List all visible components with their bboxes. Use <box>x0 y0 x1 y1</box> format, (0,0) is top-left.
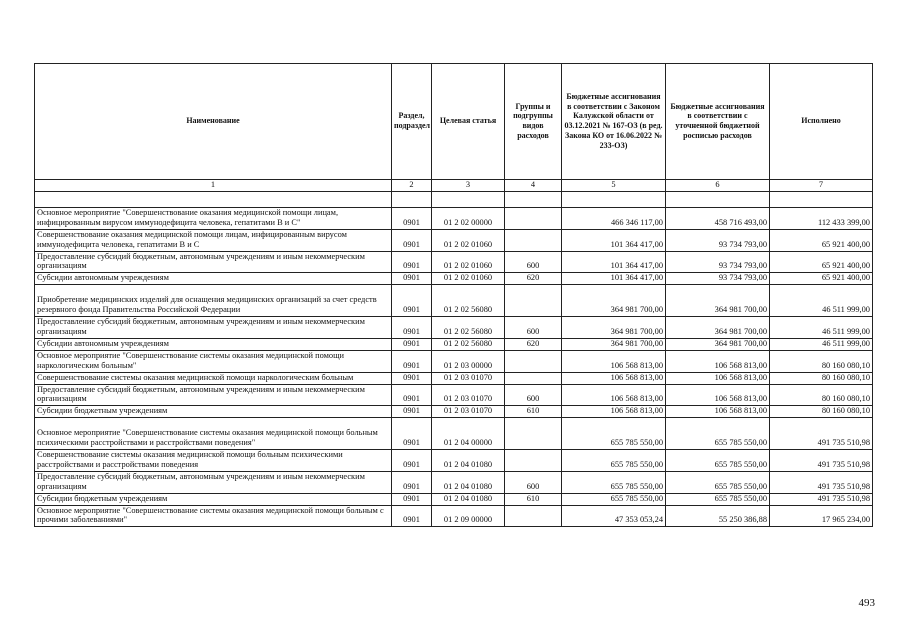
row-group <box>505 450 562 472</box>
row-section: 0901 <box>392 338 432 350</box>
row-section: 0901 <box>392 372 432 384</box>
row-executed: 80 160 080,10 <box>770 406 873 418</box>
row-refined-assignment: 106 568 813,00 <box>666 350 770 372</box>
row-refined-assignment: 106 568 813,00 <box>666 406 770 418</box>
row-group: 620 <box>505 273 562 285</box>
row-law-assignment: 101 364 417,00 <box>562 229 666 251</box>
row-target: 01 2 02 01060 <box>432 273 505 285</box>
row-executed: 46 511 999,00 <box>770 317 873 339</box>
row-name: Основное мероприятие "Совершенствование оказания медицинской помощи лицам, инфицированным вирусом иммунодефицита человека, гепатитами В и С" <box>35 207 392 229</box>
row-law-assignment: 466 346 117,00 <box>562 207 666 229</box>
row-target: 01 2 03 01070 <box>432 372 505 384</box>
row-law-assignment: 106 568 813,00 <box>562 372 666 384</box>
column-number: 4 <box>505 180 562 192</box>
column-number-row <box>35 180 873 192</box>
row-executed: 46 511 999,00 <box>770 338 873 350</box>
column-number: 1 <box>35 180 392 192</box>
row-name: Предоставление субсидий бюджетным, автономным учреждениям и иным некоммерческим организациям <box>35 251 392 273</box>
row-name: Основное мероприятие "Совершенствование системы оказания медицинской помощи больным психическими расстройствами и расстройствами поведения" <box>35 418 392 450</box>
row-section: 0901 <box>392 251 432 273</box>
row-executed: 80 160 080,10 <box>770 372 873 384</box>
row-name: Предоставление субсидий бюджетным, автономным учреждениям и иным некоммерческим организациям <box>35 384 392 406</box>
row-group: 600 <box>505 384 562 406</box>
row-refined-assignment: 655 785 550,00 <box>666 418 770 450</box>
row-name: Совершенствование оказания медицинской помощи лицам, инфицированным вирусом иммунодефицита человека, гепатитами В и С <box>35 229 392 251</box>
header-law-assignments: Бюджетные ассигнования в соответствии с Законом Калужской области от 03.12.2021 № 167-ОЗ (в ред. Закона КО от 16.06.2022 № 233-ОЗ) <box>562 64 666 180</box>
row-target: 01 2 03 01070 <box>432 406 505 418</box>
row-refined-assignment: 55 250 386,88 <box>666 505 770 527</box>
row-target: 01 2 02 56080 <box>432 338 505 350</box>
row-refined-assignment: 655 785 550,00 <box>666 471 770 493</box>
row-executed: 65 921 400,00 <box>770 229 873 251</box>
row-target: 01 2 04 01080 <box>432 493 505 505</box>
row-law-assignment: 655 785 550,00 <box>562 471 666 493</box>
row-refined-assignment: 655 785 550,00 <box>666 450 770 472</box>
row-target: 01 2 04 01080 <box>432 450 505 472</box>
row-refined-assignment: 364 981 700,00 <box>666 285 770 317</box>
table-row <box>35 372 873 384</box>
row-refined-assignment: 458 716 493,00 <box>666 207 770 229</box>
row-section: 0901 <box>392 505 432 527</box>
row-executed: 65 921 400,00 <box>770 251 873 273</box>
row-group <box>505 505 562 527</box>
header-refined-assignments: Бюджетные ассигнования в соответствии с уточненной бюджетной росписью расходов <box>666 64 770 180</box>
column-number: 6 <box>666 180 770 192</box>
table-row <box>35 207 873 229</box>
row-name: Основное мероприятие "Совершенствование системы оказания медицинской помощи больным с прочими заболеваниями" <box>35 505 392 527</box>
column-number: 5 <box>562 180 666 192</box>
header-executed: Исполнено <box>770 64 873 180</box>
row-section: 0901 <box>392 350 432 372</box>
table-row <box>35 406 873 418</box>
row-executed: 491 735 510,98 <box>770 471 873 493</box>
row-name: Предоставление субсидий бюджетным, автономным учреждениям и иным некоммерческим организациям <box>35 471 392 493</box>
row-group <box>505 350 562 372</box>
row-name: Субсидии бюджетным учреждениям <box>35 493 392 505</box>
row-law-assignment: 655 785 550,00 <box>562 450 666 472</box>
spacer-row <box>35 191 873 207</box>
row-name: Совершенствование системы оказания медицинской помощи больным психическими расстройствами и расстройствами поведения <box>35 450 392 472</box>
row-law-assignment: 655 785 550,00 <box>562 418 666 450</box>
row-group: 610 <box>505 406 562 418</box>
row-target: 01 2 03 00000 <box>432 350 505 372</box>
column-number: 3 <box>432 180 505 192</box>
row-target: 01 2 04 01080 <box>432 471 505 493</box>
row-target: 01 2 02 01060 <box>432 251 505 273</box>
row-group: 600 <box>505 471 562 493</box>
table-row <box>35 450 873 472</box>
row-name: Субсидии бюджетным учреждениям <box>35 406 392 418</box>
row-group <box>505 418 562 450</box>
row-name: Совершенствование системы оказания медицинской помощи наркологическим больным <box>35 372 392 384</box>
row-law-assignment: 101 364 417,00 <box>562 273 666 285</box>
row-section: 0901 <box>392 471 432 493</box>
row-refined-assignment: 93 734 793,00 <box>666 229 770 251</box>
row-section: 0901 <box>392 493 432 505</box>
row-group <box>505 207 562 229</box>
row-executed: 491 735 510,98 <box>770 493 873 505</box>
row-name: Субсидии автономным учреждениям <box>35 273 392 285</box>
row-section: 0901 <box>392 285 432 317</box>
row-refined-assignment: 364 981 700,00 <box>666 338 770 350</box>
row-law-assignment: 106 568 813,00 <box>562 406 666 418</box>
row-executed: 65 921 400,00 <box>770 273 873 285</box>
row-group: 620 <box>505 338 562 350</box>
row-target: 01 2 04 00000 <box>432 418 505 450</box>
row-name: Основное мероприятие "Совершенствование системы оказания медицинской помощи наркологическим больным" <box>35 350 392 372</box>
header-name: Наименование <box>35 64 392 180</box>
row-group: 600 <box>505 317 562 339</box>
row-target: 01 2 02 56080 <box>432 285 505 317</box>
row-refined-assignment: 93 734 793,00 <box>666 251 770 273</box>
header-row <box>35 64 873 180</box>
row-group <box>505 229 562 251</box>
header-section: Раздел, подраздел <box>392 64 432 180</box>
table-row <box>35 505 873 527</box>
row-executed: 491 735 510,98 <box>770 450 873 472</box>
row-name: Предоставление субсидий бюджетным, автономным учреждениям и иным некоммерческим организациям <box>35 317 392 339</box>
row-refined-assignment: 655 785 550,00 <box>666 493 770 505</box>
row-target: 01 2 02 56080 <box>432 317 505 339</box>
row-law-assignment: 47 353 053,24 <box>562 505 666 527</box>
header-target: Целевая статья <box>432 64 505 180</box>
row-executed: 46 511 999,00 <box>770 285 873 317</box>
row-law-assignment: 364 981 700,00 <box>562 338 666 350</box>
row-target: 01 2 02 01060 <box>432 229 505 251</box>
row-name: Приобретение медицинских изделий для оснащения медицинских организаций за счет средств резервного фонда Правительства Российской Федерации <box>35 285 392 317</box>
column-number: 2 <box>392 180 432 192</box>
row-section: 0901 <box>392 406 432 418</box>
column-number: 7 <box>770 180 873 192</box>
row-refined-assignment: 364 981 700,00 <box>666 317 770 339</box>
table-row <box>35 471 873 493</box>
row-group <box>505 372 562 384</box>
page-number: 493 <box>858 597 875 609</box>
table-row <box>35 418 873 450</box>
row-law-assignment: 655 785 550,00 <box>562 493 666 505</box>
row-executed: 80 160 080,10 <box>770 384 873 406</box>
row-executed: 80 160 080,10 <box>770 350 873 372</box>
row-section: 0901 <box>392 229 432 251</box>
row-group <box>505 285 562 317</box>
table-row <box>35 317 873 339</box>
row-refined-assignment: 93 734 793,00 <box>666 273 770 285</box>
table-row <box>35 338 873 350</box>
row-refined-assignment: 106 568 813,00 <box>666 384 770 406</box>
row-executed: 17 965 234,00 <box>770 505 873 527</box>
row-target: 01 2 03 01070 <box>432 384 505 406</box>
budget-table <box>34 63 873 527</box>
row-group: 610 <box>505 493 562 505</box>
row-executed: 112 433 399,00 <box>770 207 873 229</box>
row-group: 600 <box>505 251 562 273</box>
row-target: 01 2 09 00000 <box>432 505 505 527</box>
row-law-assignment: 364 981 700,00 <box>562 285 666 317</box>
table-body <box>35 191 873 526</box>
table-row <box>35 285 873 317</box>
table-row <box>35 229 873 251</box>
row-law-assignment: 106 568 813,00 <box>562 384 666 406</box>
row-section: 0901 <box>392 273 432 285</box>
row-law-assignment: 106 568 813,00 <box>562 350 666 372</box>
row-section: 0901 <box>392 317 432 339</box>
table-row <box>35 493 873 505</box>
row-section: 0901 <box>392 207 432 229</box>
row-section: 0901 <box>392 450 432 472</box>
header-group: Группы и подгруппы видов расходов <box>505 64 562 180</box>
table-row <box>35 273 873 285</box>
row-law-assignment: 364 981 700,00 <box>562 317 666 339</box>
row-section: 0901 <box>392 418 432 450</box>
row-section: 0901 <box>392 384 432 406</box>
row-target: 01 2 02 00000 <box>432 207 505 229</box>
table-row <box>35 350 873 372</box>
row-name: Субсидии автономным учреждениям <box>35 338 392 350</box>
table-row <box>35 384 873 406</box>
row-executed: 491 735 510,98 <box>770 418 873 450</box>
row-refined-assignment: 106 568 813,00 <box>666 372 770 384</box>
row-law-assignment: 101 364 417,00 <box>562 251 666 273</box>
table-row <box>35 251 873 273</box>
